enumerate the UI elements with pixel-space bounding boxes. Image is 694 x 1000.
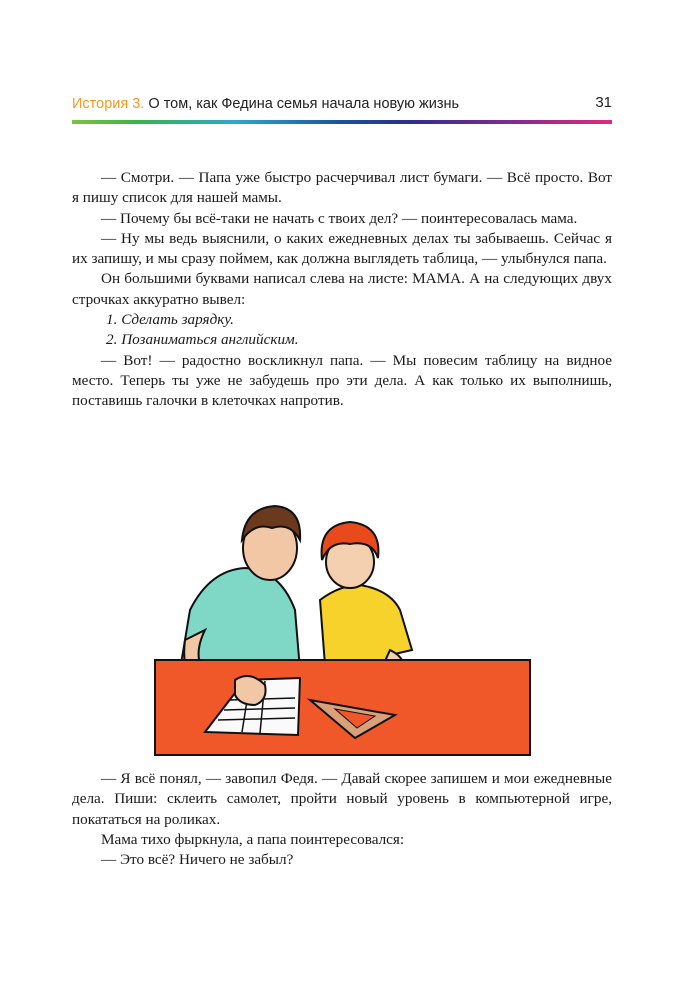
paragraph: — Ну мы ведь выяснили, о каких ежедневных делах ты забываешь. Сейчас я их запишу, и мы сразу поймем, как должна выглядеть таблица, — улыбнулся папа. <box>72 229 612 268</box>
paragraph: — Почему бы всё-таки не начать с твоих дел? — поинтересовалась мама. <box>101 209 578 227</box>
paragraph: — Вот! — радостно воскликнул папа. — Мы повесим таблицу на видное место. Теперь ты уже не забудешь про эти дела. А как только их выполнишь, поставишь галочки в клеточках напротив. <box>72 351 612 410</box>
running-header <box>72 96 612 118</box>
header-title <box>72 96 459 112</box>
list-item: 1. Сделать зарядку. <box>106 311 234 329</box>
paragraph: — Я всё понял, — завопил Федя. — Давай скорее запишем и мои ежедневные дела. Пиши: склеить самолет, пройти новый уровень в компьютерной игре, покататься на роликах. <box>72 770 612 828</box>
illustration-dad-and-son <box>150 500 535 760</box>
page-number: 31 <box>595 94 612 111</box>
paragraph: — Это всё? Ничего не забыл? <box>101 851 294 869</box>
chapter-title: О том, как Федина семья начала новую жизнь <box>144 96 460 112</box>
story-label: История 3. <box>72 96 145 112</box>
text-block-top <box>72 168 612 412</box>
header-rainbow-rule <box>72 120 612 124</box>
paragraph: Он большими буквами написал слева на листе: МАМА. А на следующих двух строчках аккуратно вывел: <box>72 270 612 308</box>
paragraph: — Смотри. — Папа уже быстро расчерчивал лист бумаги. — Всё просто. Вот я пишу список для нашей мамы. <box>72 169 612 207</box>
paragraph: Мама тихо фыркнула, а папа поинтересовался: <box>101 830 405 848</box>
text-block-bottom <box>72 769 612 870</box>
boy-figure <box>320 522 412 675</box>
list-item: 2. Позаниматься английским. <box>106 331 299 349</box>
hand <box>235 676 266 705</box>
